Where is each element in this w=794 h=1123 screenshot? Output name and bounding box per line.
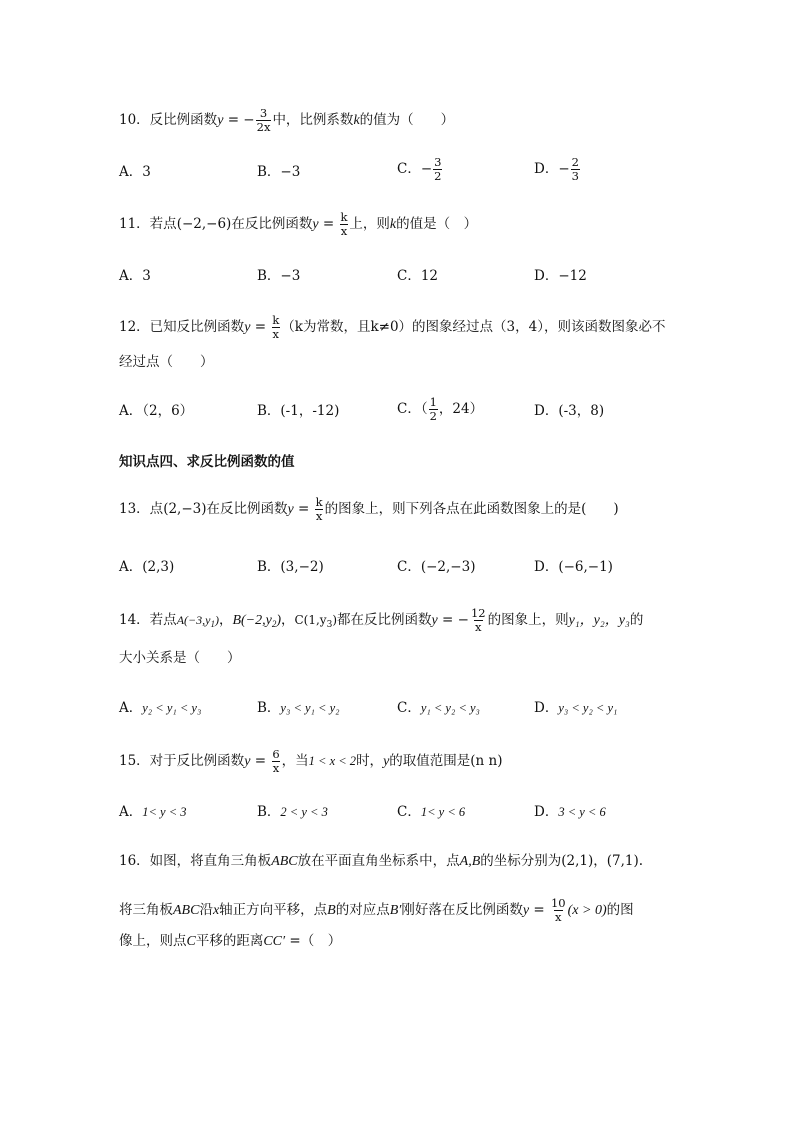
q13-option-b: B．(3,−2) <box>257 559 324 575</box>
q12-stem-line2: 经过点（ ） <box>119 354 214 370</box>
q14-y-list: y₁，y₂，y₃ <box>568 613 630 628</box>
q16-line2-b: 沿 <box>199 902 213 918</box>
q13-text-a: 13．点 <box>119 501 164 517</box>
q11-text-b: 在反比例函数 <box>231 216 313 232</box>
q11-var-y: y <box>312 217 319 232</box>
q10-option-a: A．3 <box>119 164 151 180</box>
q14-option-a-label: A． <box>119 700 143 716</box>
q10-equals: = − <box>223 112 255 128</box>
q12-option-c-rest: ，24） <box>438 401 484 417</box>
q16-point-b: B <box>327 903 336 918</box>
q16-stem-line2 <box>119 898 634 923</box>
q15-fraction <box>271 749 280 774</box>
q14-fraction <box>470 608 487 633</box>
q16-point-2: (7,1). <box>606 853 644 869</box>
q14-point-b-sub: 2 <box>271 619 277 629</box>
q15-option-d-value: 3 < y < 6 <box>558 805 606 819</box>
q12-option-a: A．（2，6） <box>119 403 194 419</box>
q16-denominator: x <box>555 909 562 924</box>
q12-text-a: 12．已知反比例函数 <box>119 319 245 335</box>
q11-text-c: 上，则 <box>349 216 390 232</box>
q16-line2-a: 将三角板 <box>119 902 173 918</box>
q10-option-c-num: 3 <box>434 155 442 169</box>
q10-option-d-num: 2 <box>571 155 579 169</box>
q15-option-d <box>534 806 606 820</box>
q11-option-d: D．−12 <box>534 268 587 284</box>
q14-var-y: y <box>431 613 438 628</box>
question-15-stem <box>119 749 503 774</box>
q12-option-b: B．(-1，-12) <box>257 403 340 419</box>
q15-option-b-label: B． <box>257 804 281 820</box>
q15-numerator: 6 <box>272 747 280 761</box>
q16-domain: (x > 0) <box>567 903 607 918</box>
q11-numerator: k <box>340 210 348 224</box>
q15-text-c: 时， <box>356 753 384 769</box>
q16-point-c: C <box>186 934 196 949</box>
q14-option-d <box>534 702 617 716</box>
q10-numerator: 3 <box>259 106 268 120</box>
q14-point-b <box>232 613 281 628</box>
q11-text-d: 的值是（ ） <box>396 216 478 232</box>
q14-denominator: x <box>475 619 482 634</box>
q16-text-a: 16．如图，将直角三角板 <box>119 853 272 869</box>
q12-text-b: （k为常数，且k≠0）的图象经过点（3，4），则该函数图象必不 <box>281 319 666 335</box>
q13-option-d: D．(−6,−1) <box>534 559 613 575</box>
q12-var-y: y <box>244 320 251 335</box>
q16-points-ab: A,B <box>459 854 481 869</box>
q16-triangle-abc: ABC <box>271 854 298 869</box>
q14-point-b-text: B(−2,y <box>232 613 272 628</box>
section-heading: 知识点四、求反比例函数的值 <box>119 454 295 470</box>
q12-option-c <box>397 397 483 422</box>
q14-equals: = − <box>437 612 469 628</box>
question-11-stem <box>119 212 477 237</box>
q11-point: (−2,−6) <box>176 216 232 232</box>
q11-text-a: 11．若点 <box>119 216 177 232</box>
question-10-stem <box>119 108 454 133</box>
q12-numerator: k <box>272 313 280 327</box>
q15-var-y: y <box>244 754 251 769</box>
q10-option-c-label: C．− <box>397 161 433 177</box>
q14-sep2: ， <box>280 612 295 628</box>
q14-sep1: ， <box>218 612 233 628</box>
q14-numerator: 12 <box>470 606 486 620</box>
q15-var-y2: y <box>383 754 390 769</box>
q12-option-d: D．(-3，8) <box>534 403 605 419</box>
q11-fraction <box>339 212 348 237</box>
q14-text-b: 都在反比例函数 <box>337 612 432 628</box>
q13-numerator: k <box>315 495 323 509</box>
q15-option-c-value: 1< y < 6 <box>420 805 466 819</box>
q13-equals: = <box>293 501 314 517</box>
question-12-stem <box>119 315 665 340</box>
q16-line2-f: 的图 <box>606 902 634 918</box>
q15-option-d-label: D． <box>534 804 559 820</box>
q14-option-a-value: y₂ < y₁ < y₃ <box>142 701 202 715</box>
q12-equals: = <box>250 319 271 335</box>
q16-point-1: (2,1) <box>561 853 594 869</box>
q13-var-y: y <box>287 502 294 517</box>
q14-option-c-label: C． <box>397 700 421 716</box>
q15-text-a: 15．对于反比例函数 <box>119 753 245 769</box>
q13-option-a: A．(2,3) <box>119 559 175 575</box>
q10-option-d-label: D．− <box>534 161 570 177</box>
q16-numerator: 10 <box>550 896 566 910</box>
q15-option-b <box>257 806 328 820</box>
q14-point-a <box>177 613 219 627</box>
q15-option-c-label: C． <box>397 804 421 820</box>
q16-point-b-prime: B′ <box>389 903 402 918</box>
q15-text-d: 的取值范围是(n n) <box>389 753 503 769</box>
q10-denominator: 2x <box>256 119 271 134</box>
q10-text-b: 中，比例系数 <box>272 112 354 128</box>
q10-var-k: k <box>353 113 360 128</box>
q14-option-b-value: y₃ < y₁ < y₂ <box>280 701 340 715</box>
q10-option-c-fraction <box>433 157 442 182</box>
q15-option-a-value: 1< y < 3 <box>142 805 187 819</box>
q13-text-c: 的图象上，则下列各点在此函数图象上的是( ) <box>324 501 619 517</box>
q15-condition: 1 < x < 2 <box>308 754 357 768</box>
q14-option-a <box>119 702 201 716</box>
q14-point-c <box>294 613 337 630</box>
question-14-stem <box>119 608 643 633</box>
q15-equals: = <box>250 753 271 769</box>
q16-line2-d: 的对应点 <box>335 902 390 918</box>
q14-point-a-end: ) <box>214 613 219 627</box>
q11-var-k: k <box>389 217 397 232</box>
q14-option-b-label: B． <box>257 700 281 716</box>
q11-equals: = <box>318 216 339 232</box>
q16-stem-line3 <box>119 935 341 949</box>
question-16-stem <box>119 855 643 869</box>
q10-text-c: 的值为（ ） <box>359 112 455 128</box>
q16-text-c: 的坐标分别为 <box>480 853 562 869</box>
q14-option-b <box>257 702 339 716</box>
q15-option-c <box>397 806 465 820</box>
q14-text-d: 的 <box>629 612 644 628</box>
q10-option-c <box>397 157 443 182</box>
q14-stem-line2: 大小关系是（ ） <box>119 650 241 666</box>
q14-option-d-label: D． <box>534 700 559 716</box>
q13-denominator: x <box>315 508 323 523</box>
q14-option-c-value: y₁ < y₂ < y₃ <box>420 701 480 715</box>
q14-point-a-sub: 1 <box>210 619 215 629</box>
q15-option-a-label: A． <box>119 804 143 820</box>
q15-text-b: ，当 <box>281 753 309 769</box>
q16-fraction <box>550 898 567 923</box>
q14-option-c <box>397 702 480 716</box>
q12-option-c-fraction <box>429 397 438 422</box>
q14-point-b-end: ) <box>276 613 281 628</box>
q10-option-d <box>534 157 581 182</box>
q12-option-c-label: C．（ <box>397 401 428 417</box>
q11-option-a: A．3 <box>119 268 151 284</box>
q16-distance-cc: CC′ <box>263 934 286 949</box>
q12-fraction <box>271 315 280 340</box>
q14-text-a: 14．若点 <box>119 612 177 628</box>
q10-option-c-den: 2 <box>434 168 442 183</box>
q16-sep: ， <box>593 853 607 869</box>
q13-fraction <box>315 497 324 522</box>
q10-option-b: B．−3 <box>257 164 301 180</box>
q12-option-c-num: 1 <box>429 395 437 409</box>
q15-option-b-value: 2 < y < 3 <box>280 805 328 819</box>
q16-var-x: x <box>212 903 220 918</box>
q13-option-c: C．(−2,−3) <box>397 559 476 575</box>
q10-fraction <box>256 108 272 133</box>
q14-point-c-sub: 3 <box>326 620 333 630</box>
q14-text-c: 的图象上，则 <box>487 612 569 628</box>
q15-option-a <box>119 806 187 820</box>
q12-denominator: x <box>272 326 280 341</box>
q14-point-a-text: A(−3,y <box>176 613 211 627</box>
question-13-stem <box>119 497 619 522</box>
q16-triangle-abc2: ABC <box>173 903 200 918</box>
q16-line3-c: =（ ） <box>285 933 342 949</box>
q15-denominator: x <box>272 760 280 775</box>
q16-equals: = <box>529 902 549 918</box>
q10-text-a: 10．反比例函数 <box>119 112 218 128</box>
q10-var-y: y <box>217 113 224 128</box>
q14-point-c-text: C(1,y <box>294 613 327 627</box>
q10-option-d-den: 3 <box>571 168 579 183</box>
q16-line2-e: 刚好落在反比例函数 <box>401 902 523 918</box>
q11-option-c: C．12 <box>397 268 439 284</box>
q13-text-b: 在反比例函数 <box>206 501 288 517</box>
q10-option-d-fraction <box>571 157 580 182</box>
q16-text-b: 放在平面直角坐标系中，点 <box>297 853 460 869</box>
q16-line3-b: 平移的距离 <box>195 933 264 949</box>
q14-option-d-value: y₃ < y₂ < y₁ <box>558 701 618 715</box>
q13-point: (2,−3) <box>163 501 207 517</box>
q16-var-y: y <box>522 903 530 918</box>
q11-denominator: x <box>340 223 348 238</box>
q16-line2-c: 轴正方向平移，点 <box>219 902 328 918</box>
q16-line3-a: 像上，则点 <box>119 933 187 949</box>
q11-option-b: B．−3 <box>257 268 301 284</box>
q12-option-c-den: 2 <box>429 408 437 423</box>
q14-point-c-end: ) <box>332 613 337 627</box>
